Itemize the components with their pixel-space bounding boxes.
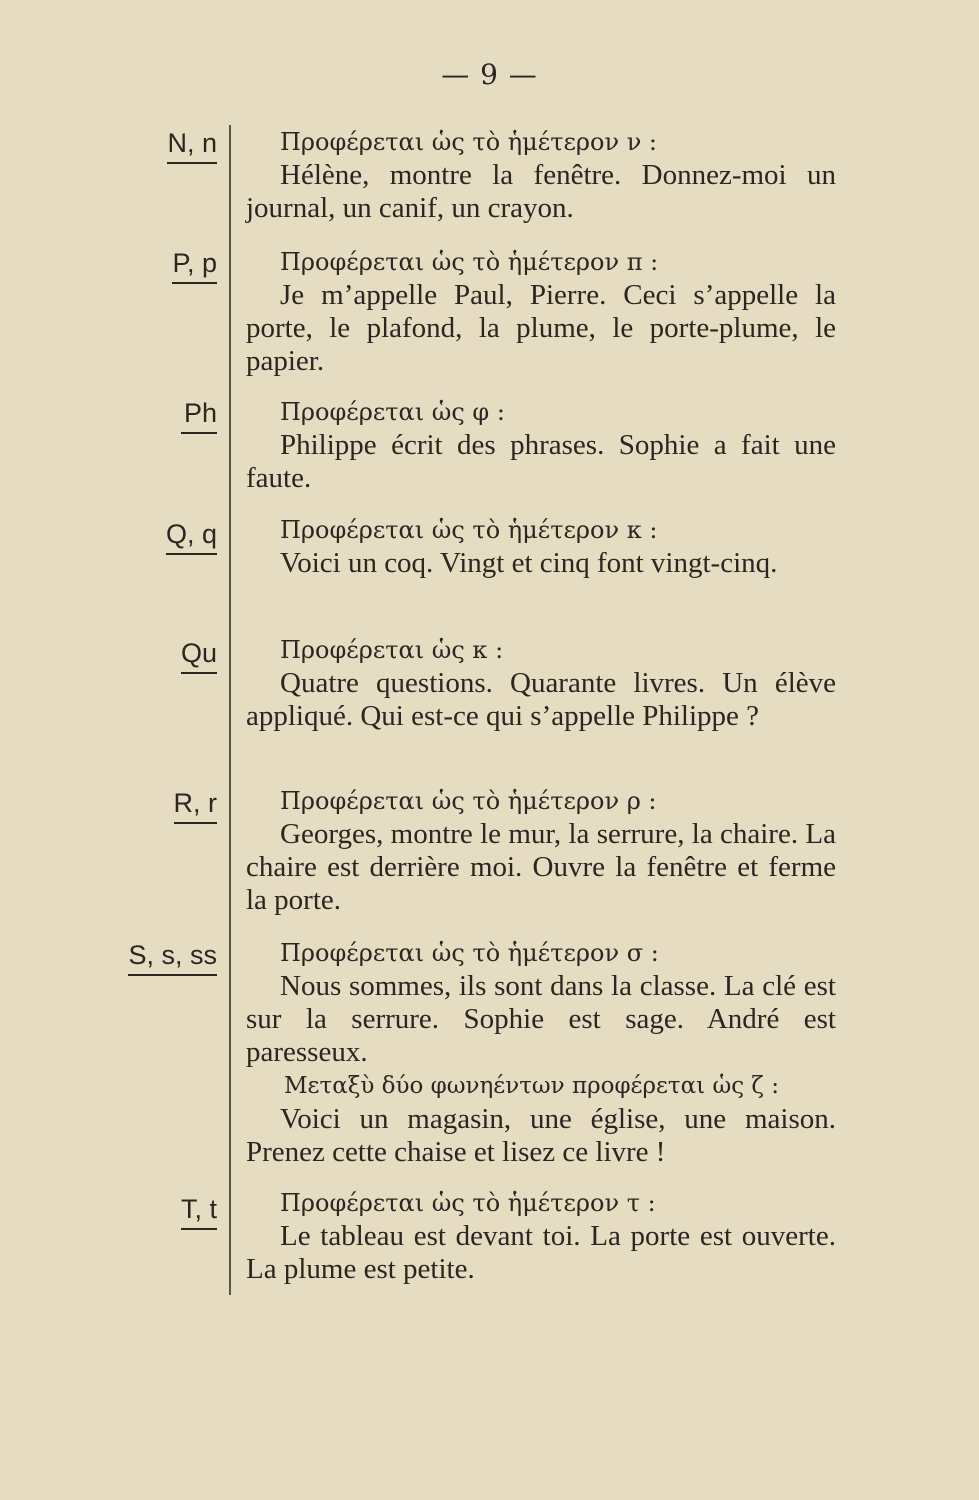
letter-label-q bbox=[166, 517, 217, 555]
entry-n bbox=[246, 125, 836, 225]
entry-t bbox=[246, 1186, 836, 1286]
label-underline bbox=[166, 553, 217, 555]
letter-label-text: N, n bbox=[167, 128, 217, 158]
letter-label-text: Q, q bbox=[165, 519, 217, 549]
letter-label-s bbox=[128, 938, 217, 976]
greek-instruction: Προφέρεται ὡς τὸ ἡμέτερον π : bbox=[280, 248, 659, 276]
page-number: — 9 — bbox=[441, 58, 538, 91]
entry-ph bbox=[246, 395, 836, 495]
letter-label-ph bbox=[181, 396, 217, 434]
letter-label-qu bbox=[181, 636, 217, 674]
french-example: Le tableau est devant toi. La porte est ouverte. La plume est petite. bbox=[246, 1220, 836, 1285]
greek-instruction-intervocalic: Μεταξὺ δύο φωνηέντων προφέρεται ὡς ζ : bbox=[284, 1073, 779, 1099]
entry-s bbox=[246, 936, 836, 1169]
greek-instruction: Προφέρεται ὡς τὸ ἡμέτερον τ : bbox=[280, 1189, 656, 1217]
letter-label-text: S, s, ss bbox=[128, 940, 217, 970]
french-example: Georges, montre le mur, la serrure, la chaire. La chaire est derrière moi. Ouvre la fenêtre et ferme la porte. bbox=[246, 818, 836, 916]
greek-instruction: Προφέρεται ὡς τὸ ἡμέτερον σ : bbox=[280, 939, 659, 967]
label-underline bbox=[181, 432, 217, 434]
entry-qu bbox=[246, 633, 836, 733]
greek-instruction: Προφέρεται ὡς φ : bbox=[280, 398, 505, 426]
entry-r bbox=[246, 784, 836, 917]
letter-label-text: P, p bbox=[172, 248, 217, 278]
label-underline bbox=[128, 974, 217, 976]
label-underline bbox=[172, 282, 217, 284]
french-example: Je m’appelle Paul, Pierre. Ceci s’appelle la porte, le plafond, la plume, le porte-plume, le papier. bbox=[246, 279, 836, 377]
french-example: Quatre questions. Quarante livres. Un élève appliqué. Qui est-ce qui s’appelle Philippe ? bbox=[246, 667, 836, 732]
letter-label-text: T, t bbox=[180, 1194, 217, 1224]
label-underline bbox=[174, 822, 218, 824]
greek-instruction: Προφέρεται ὡς τὸ ἡμέτερον κ : bbox=[280, 516, 658, 544]
letter-label-text: Ph bbox=[183, 398, 217, 428]
greek-instruction: Προφέρεται ὡς κ : bbox=[280, 636, 504, 664]
letter-label-text: Qu bbox=[180, 638, 217, 668]
entry-p bbox=[246, 245, 836, 378]
french-example-intervocalic: Voici un magasin, une église, une maison. Prenez cette chaise et lisez ce livre ! bbox=[246, 1103, 836, 1168]
greek-instruction: Προφέρεται ὡς τὸ ἡμέτερον ν : bbox=[280, 128, 657, 156]
column-divider bbox=[229, 125, 231, 1295]
label-underline bbox=[167, 162, 217, 164]
french-example: Voici un coq. Vingt et cinq font vingt-cinq. bbox=[280, 547, 778, 579]
letter-label-p bbox=[172, 246, 217, 284]
letter-label-t bbox=[181, 1192, 217, 1230]
french-example: Hélène, montre la fenêtre. Donnez-moi un journal, un canif, un crayon. bbox=[246, 159, 836, 224]
letter-label-r bbox=[174, 786, 218, 824]
french-example: Philippe écrit des phrases. Sophie a fait une faute. bbox=[246, 429, 836, 494]
letter-label-text: R, r bbox=[173, 788, 217, 818]
letter-label-n bbox=[167, 126, 217, 164]
french-example: Nous sommes, ils sont dans la classe. La clé est sur la serrure. Sophie est sage. André est paresseux. bbox=[246, 970, 836, 1068]
label-underline bbox=[181, 672, 217, 674]
entry-q bbox=[246, 513, 836, 580]
greek-instruction: Προφέρεται ὡς τὸ ἡμέτερον ρ : bbox=[280, 787, 657, 815]
label-underline bbox=[181, 1228, 217, 1230]
